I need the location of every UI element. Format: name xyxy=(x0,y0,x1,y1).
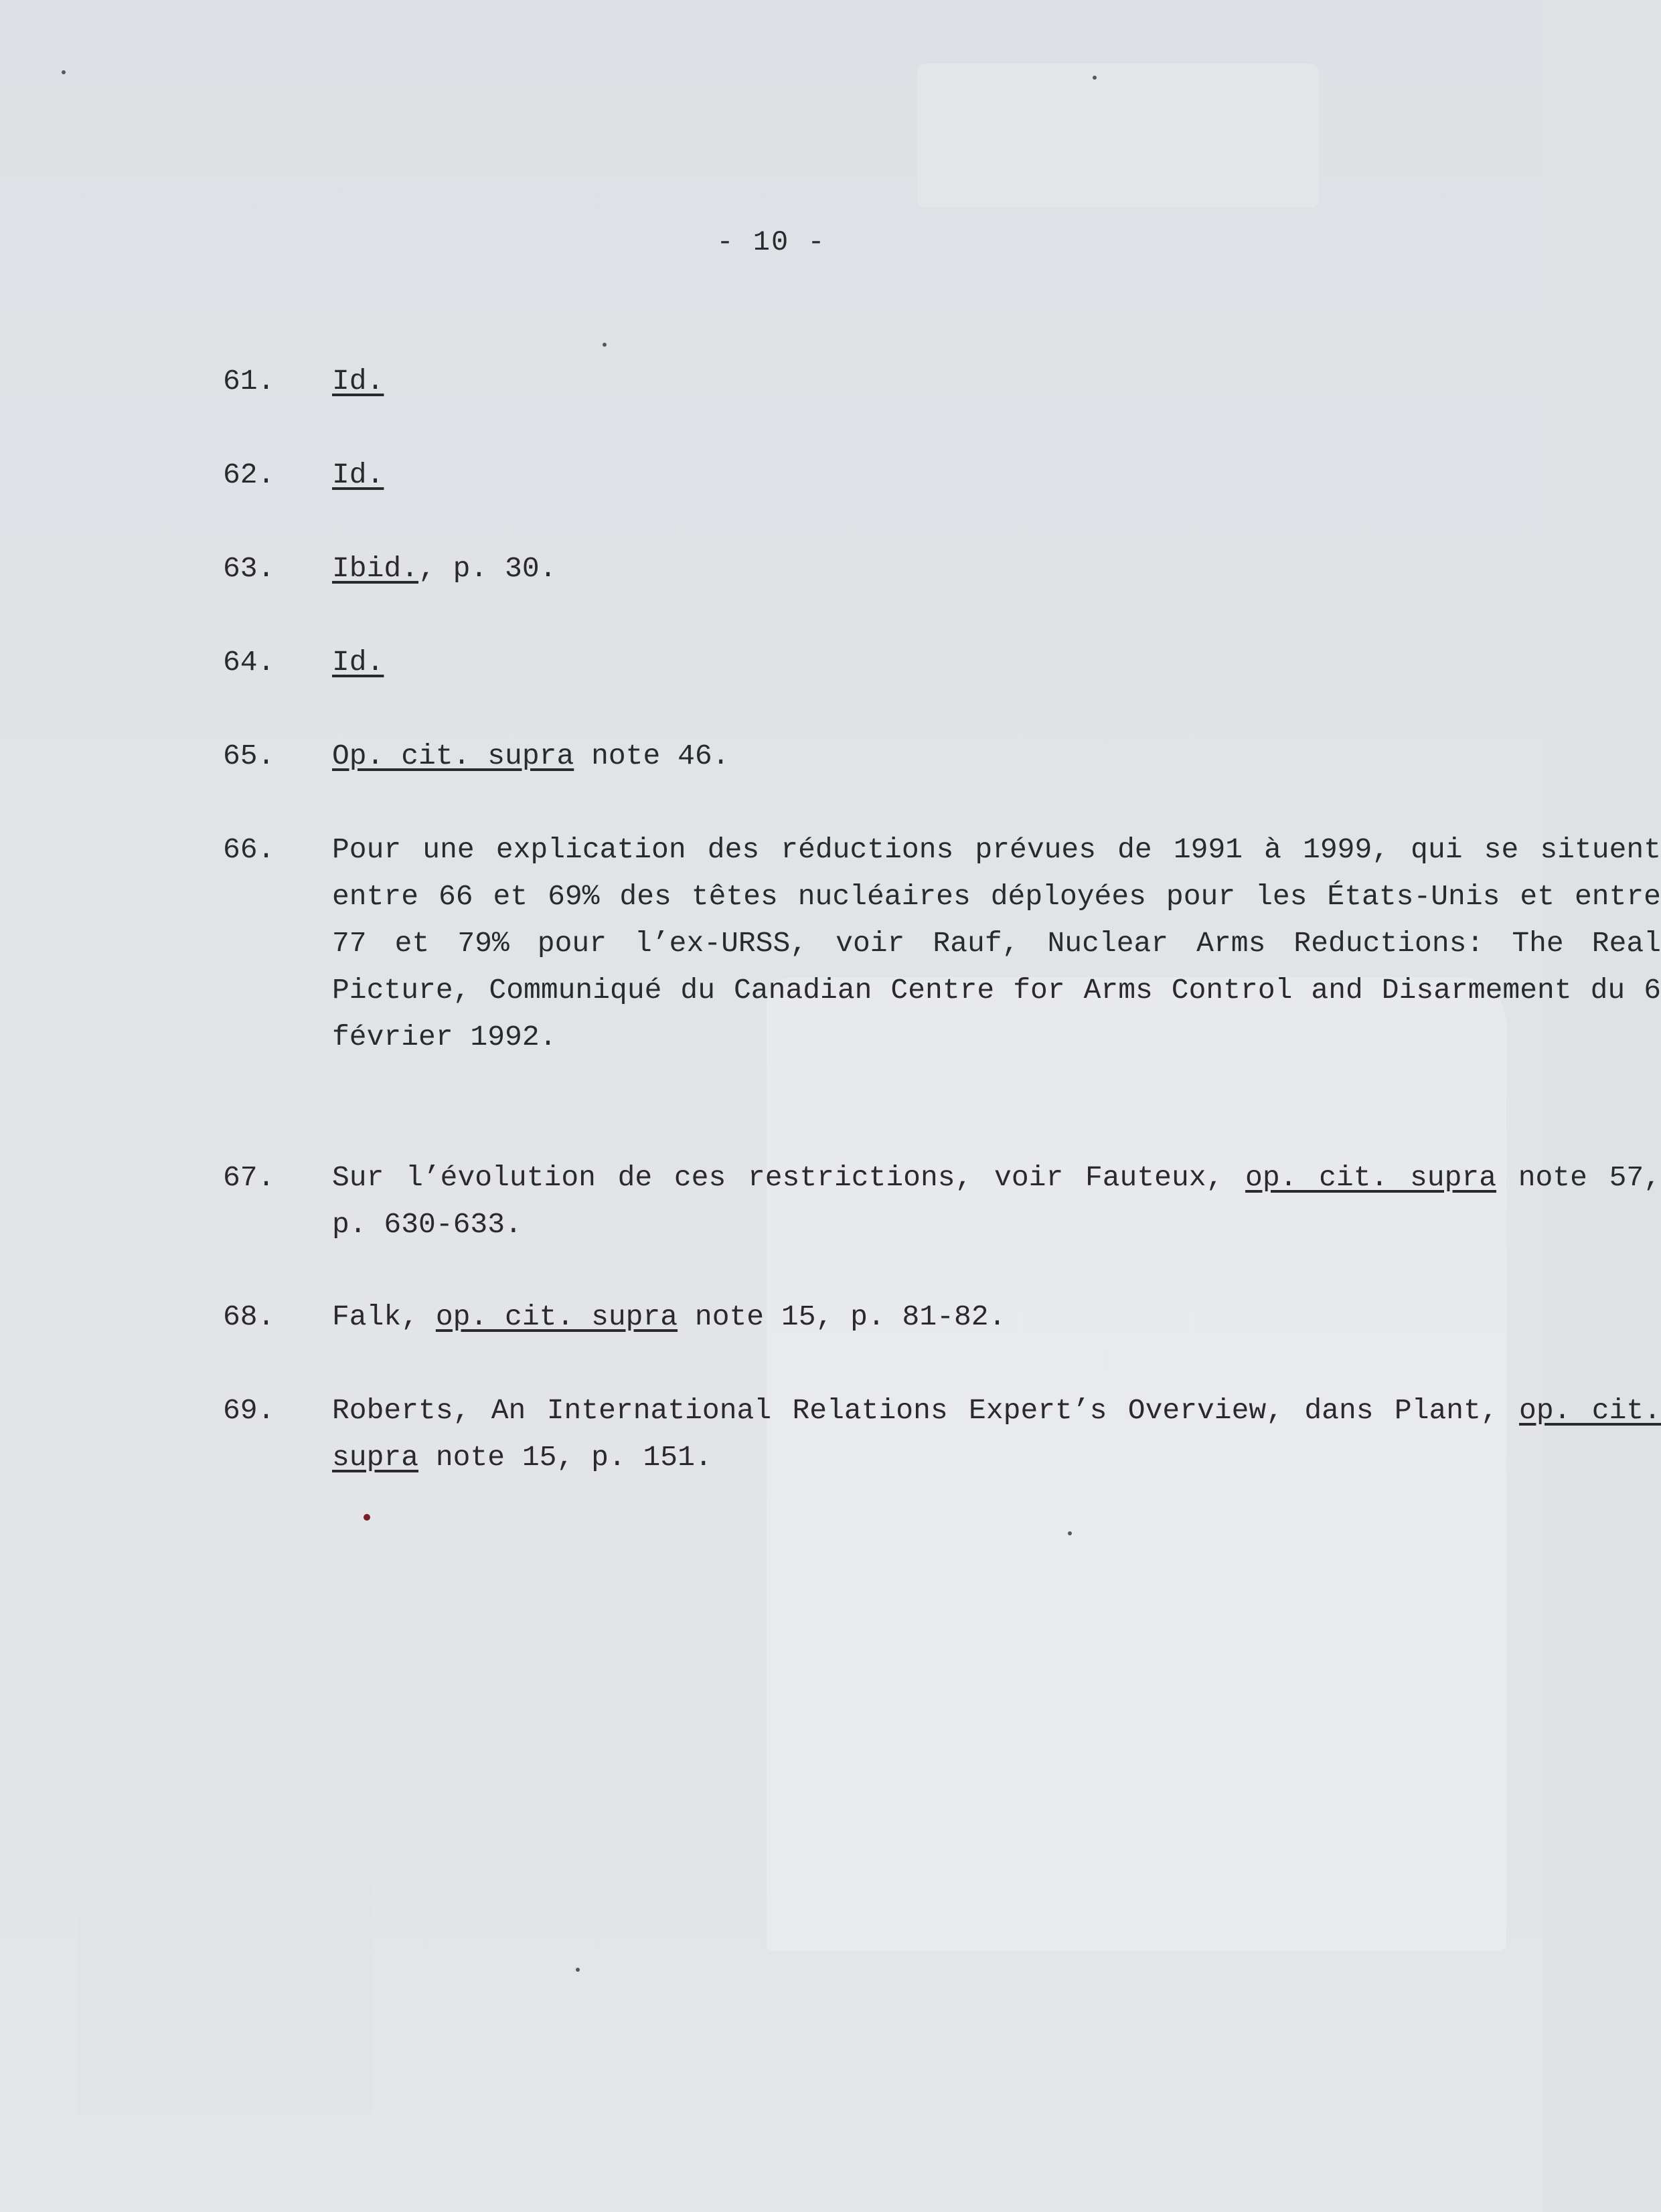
footnote-text-part: , p. 30. xyxy=(418,552,557,585)
footnote-text-part: note 15, p. 81-82. xyxy=(678,1300,1006,1333)
dust-speck xyxy=(1068,1531,1072,1535)
footnote-number: 62. xyxy=(223,458,275,491)
footnote-text xyxy=(332,1294,1658,1341)
footnote-number: 69. xyxy=(223,1394,275,1427)
footnote-citation: Id. xyxy=(332,458,384,491)
footnote-number: 64. xyxy=(223,646,275,679)
footnote-text xyxy=(332,358,1658,405)
show-through-area-bottom-left xyxy=(77,1780,372,2115)
footnote-number: 66. xyxy=(223,833,275,866)
footnote-text-part: note 15, p. 151. xyxy=(418,1441,712,1474)
footnote-number: 61. xyxy=(223,365,275,398)
footnote-text xyxy=(332,452,1658,499)
footnote-text: Pour une explication des réductions prévues de 1991 à 1999, qui se situent entre 66 et 69% des têtes nucléaires déployées pour les États-Unis et entre 77 et 79% pour l’ex-URSS, voir Rauf, Nuclear Arms Reductions: The Real Picture, Communiqué du Canadian Centre for Arms Control and Disarmement du 6 février 1992. xyxy=(332,833,1661,1053)
dust-speck xyxy=(62,70,66,74)
footnote-number: 63. xyxy=(223,552,275,585)
dust-speck xyxy=(1093,76,1097,80)
footnote-number: 65. xyxy=(223,740,275,772)
dust-speck xyxy=(603,343,607,347)
footnote-citation: Id. xyxy=(332,646,384,679)
footnote-citation: op. cit. supra xyxy=(332,1394,1661,1474)
footnote-citation: Id. xyxy=(332,365,384,398)
footnote-text-part: note 46. xyxy=(574,740,730,772)
footnote-text xyxy=(332,545,1658,592)
show-through-area-top xyxy=(917,64,1319,207)
footnote-citation: Ibid. xyxy=(332,552,419,585)
footnote-text xyxy=(332,639,1658,686)
page-number: - 10 - xyxy=(716,226,826,258)
footnote-text xyxy=(332,733,1658,780)
footnote-text-part: Falk, xyxy=(332,1300,436,1333)
footnote-number: 68. xyxy=(223,1300,275,1333)
ink-mark xyxy=(364,1514,370,1521)
footnote-citation: op. cit. supra xyxy=(1245,1161,1497,1194)
footnote-text xyxy=(332,1155,1661,1248)
footnote-text-part: note 57, p. 630-633. xyxy=(332,1161,1661,1241)
footnote-text xyxy=(332,1387,1661,1481)
footnote-number: 67. xyxy=(223,1161,275,1194)
footnote-text-part: Sur l’évolution de ces restrictions, voir Fauteux, xyxy=(332,1161,1246,1194)
footnote-citation: Op. cit. supra xyxy=(332,740,574,772)
footnote-text-part: Roberts, An International Relations Expert’s Overview, dans Plant, xyxy=(332,1394,1520,1427)
footnote-citation: op. cit. supra xyxy=(435,1300,678,1333)
dust-speck xyxy=(576,1968,580,1972)
